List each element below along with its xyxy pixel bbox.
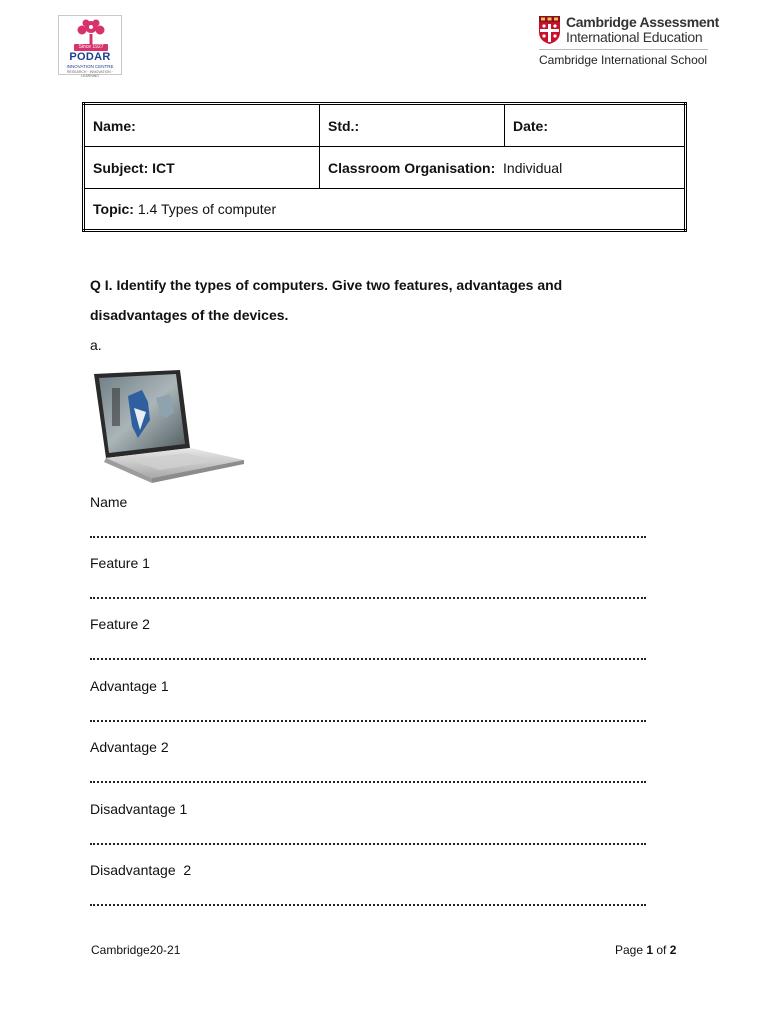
answer-line-feature-1[interactable] [90,597,646,599]
answer-line-advantage-1[interactable] [90,720,646,722]
topic-value: 1.4 Types of computer [137,201,277,217]
answer-line-advantage-2[interactable] [90,781,646,783]
since-badge: Since 1927 [74,44,108,51]
answer-line-feature-2[interactable] [90,658,646,660]
question-text: Q I. Identify the types of computers. Give two features, advantages and disadvantages of the devices. [90,277,563,323]
laptop-image [90,368,245,486]
field-label-feature-1: Feature 1 [90,555,150,571]
cambridge-shield-icon [538,15,561,45]
answer-line-disadvantage-1[interactable] [90,843,646,845]
page-of: of [653,943,670,957]
podar-tagline: RESEARCH · INNOVATION · LEARNING [67,70,113,78]
subject-cell [84,147,320,189]
field-label-name: Name [90,494,128,510]
subject-label: Subject: ICT [93,159,175,176]
question-part: a. [90,337,102,353]
footer-session: Cambridge20-21 [91,943,181,957]
classroom-cell [320,147,686,189]
name-label: Name: [93,117,136,134]
page-number [615,943,676,957]
cambridge-logo [537,13,719,71]
field-label-disadvantage-1: Disadvantage 1 [90,801,188,817]
cambridge-subtitle: International Education [566,29,703,45]
topic-label: Topic: [93,201,134,217]
date-cell [505,104,686,147]
cambridge-school: Cambridge International School [539,53,708,67]
field-label-advantage-2: Advantage 2 [90,739,169,755]
podar-logo [58,15,122,78]
page-prefix: Page [615,943,647,957]
info-table [82,102,687,232]
name-cell [84,104,320,147]
field-label-feature-2: Feature 2 [90,616,150,632]
classroom-value: Individual [503,159,563,176]
date-label: Date: [513,117,549,134]
std-label: Std.: [328,117,360,134]
page-current: 1 [646,943,654,957]
cambridge-title: Cambridge Assessment [566,14,719,30]
topic-cell [84,189,686,231]
podar-name: PODAR [69,51,111,63]
answer-line-name[interactable] [90,536,646,538]
field-label-disadvantage-2: Disadvantage 2 [90,862,192,878]
std-cell [320,104,505,147]
field-label-advantage-1: Advantage 1 [90,678,169,694]
divider [539,49,708,50]
podar-subtitle: INNOVATION CENTRE [66,64,114,69]
classroom-label: Classroom Organisation: [328,159,496,176]
page-total: 2 [669,943,677,957]
answer-line-disadvantage-2[interactable] [90,904,646,906]
